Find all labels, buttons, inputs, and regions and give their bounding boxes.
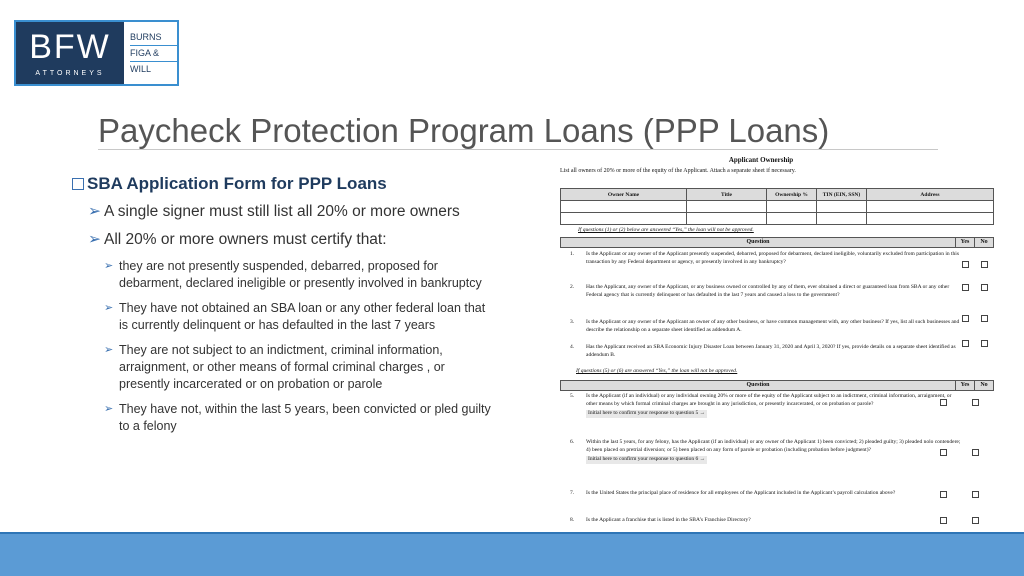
question-text: Within the last 5 years, for any felony, has the Applicant (if an individual) or any owner of the Applicant 1) been convicted; 2) pleaded guilty; 3) pleaded nolo contendere; 4) been placed on pretrial diversion; or 5) been placed on any form of parole or probation (including probation before judgment)? (586, 439, 961, 453)
question-num: 4. (570, 344, 575, 350)
question-num: 7. (570, 490, 575, 496)
question-row (570, 344, 962, 359)
bullet-item-text: All 20% or more owners must certify that: (104, 231, 387, 248)
question-text-block (586, 393, 962, 418)
question-text: Is the Applicant or any owner of the Applicant an owner of any other business, or have common management with, any other business? If yes, list all such businesses and describe the relationship on a separate sheet identified as addendum A. (586, 319, 960, 333)
bullet-item-text: A single signer must still list all 20% or more owners (104, 203, 460, 220)
table-row (561, 213, 994, 225)
no-checkbox[interactable] (972, 449, 979, 456)
question-num: 6. (570, 439, 575, 445)
yes-checkbox[interactable] (940, 517, 947, 524)
checkbox-bullet-icon (72, 178, 84, 190)
logo-mark: BFW (29, 27, 111, 66)
question-text: Is the United States the principal place of residence for all employees of the Applicant included in the Applicant’s payroll calculation above? (586, 490, 896, 496)
bullet-item (88, 229, 492, 250)
no-checkbox[interactable] (972, 399, 979, 406)
footer-band (0, 534, 1024, 576)
question-row (570, 393, 962, 418)
no-label: No (974, 381, 993, 390)
question-row (570, 284, 962, 299)
yes-checkbox[interactable] (962, 340, 969, 347)
yes-checkbox[interactable] (940, 399, 947, 406)
sba-form-excerpt (524, 150, 998, 562)
no-checkbox[interactable] (981, 340, 988, 347)
question-row (570, 439, 962, 464)
firm-logo (14, 20, 179, 86)
arrow-bullet-icon: ➢ (104, 302, 114, 314)
col-address: Address (867, 189, 994, 201)
question-text: Is the Applicant a franchise that is listed in the SBA’s Franchise Directory? (586, 517, 751, 523)
arrow-bullet-icon: ➢ (104, 260, 114, 272)
question-label: Question (746, 382, 770, 388)
yes-label: Yes (955, 238, 974, 247)
question-num: 5. (570, 393, 575, 399)
col-tin: TIN (EIN, SSN) (817, 189, 867, 201)
sub-bullet-item (104, 401, 492, 435)
yes-checkbox[interactable] (962, 284, 969, 291)
question-header-2 (560, 380, 994, 391)
form-header: Applicant Ownership (728, 156, 794, 164)
table-row (561, 201, 994, 213)
question-num: 1. (570, 251, 575, 257)
no-label: No (974, 238, 993, 247)
yes-checkbox[interactable] (940, 491, 947, 498)
question-row (570, 517, 962, 525)
ownership-table (560, 188, 994, 225)
question-row (570, 319, 962, 334)
question-num: 3. (570, 319, 575, 325)
logo-name-3: WILL (130, 63, 152, 74)
logo-name-1: BURNS (130, 30, 177, 46)
no-checkbox[interactable] (981, 261, 988, 268)
yes-checkbox[interactable] (962, 261, 969, 268)
slide-title: Paycheck Protection Program Loans (PPP Loans) (98, 112, 830, 149)
sub-bullet-item (104, 258, 492, 292)
sub-bullet-item (104, 300, 492, 334)
arrow-bullet-icon: ➢ (104, 403, 114, 415)
question-header-1 (560, 237, 994, 248)
question-num: 8. (570, 517, 575, 523)
bullet-heading (72, 174, 492, 194)
question-text: Is the Applicant or any owner of the Applicant presently suspended, debarred, proposed for debarment, declared ineligible, voluntarily excluded from participation in this transaction by any Federal department or agency, or presently involved in any bankruptcy? (586, 251, 959, 265)
sub-bullet-item (104, 342, 492, 393)
question-text: Has the Applicant, any owner of the Applicant, or any business owned or controlled by any of them, ever obtained a direct or guaranteed loan from SBA or any other Federal agency that is currently delinquent or has defaulted in the last 7 years and caused a loss to the government? (586, 284, 950, 298)
col-title: Title (687, 189, 767, 201)
no-checkbox[interactable] (981, 315, 988, 322)
logo-name-2: FIGA & (130, 46, 177, 62)
logo-mark-panel (16, 22, 124, 84)
question-text: Has the Applicant received an SBA Economic Injury Disaster Loan between January 31, 2020 and April 3, 2020? If yes, provide details on a separate sheet identified as addendum B. (586, 344, 956, 358)
initial-prompt[interactable]: Initial here to confirm your response to question 5 → (588, 410, 706, 416)
initial-prompt[interactable]: Initial here to confirm your response to question 6 → (588, 456, 706, 462)
yes-label: Yes (955, 381, 974, 390)
form-note-2: If questions (5) or (6) are answered “Yes,” the loan will not be approved. (576, 368, 738, 374)
question-text: Is the Applicant (if an individual) or any individual owning 20% or more of the equity of the Applicant subject to an indictment, criminal information, arraignment, or other means by which formal criminal charges are brought in any jurisdiction, or presently incarcerated, or on probation or parole? (586, 393, 952, 407)
no-checkbox[interactable] (981, 284, 988, 291)
question-label: Question (746, 239, 770, 245)
bullet-item (88, 201, 492, 222)
sub-bullet-text: they are not presently suspended, debarred, proposed for debarment, declared ineligible or presently involved in bankruptcy (119, 259, 482, 290)
logo-subtitle: ATTORNEYS (35, 69, 105, 77)
form-subheader: List all owners of 20% or more of the equity of the Applicant. Attach a separate sheet if necessary. (560, 168, 796, 174)
sub-bullet-text: They are not subject to an indictment, criminal information, arraignment, or other means of formal criminal charges , or presently incarcerated or on probation or parole (119, 343, 445, 391)
question-num: 2. (570, 284, 575, 290)
arrow-bullet-icon: ➢ (104, 344, 114, 356)
arrow-bullet-icon: ➢ (88, 231, 101, 248)
yes-checkbox[interactable] (962, 315, 969, 322)
sub-bullet-text: They have not obtained an SBA loan or any other federal loan that is currently delinquent or has defaulted in the last 7 years (119, 301, 486, 332)
col-owner-name: Owner Name (561, 189, 687, 201)
arrow-bullet-icon: ➢ (88, 203, 101, 220)
sub-bullet-text: They have not, within the last 5 years, been convicted or pled guilty to a felony (119, 402, 491, 433)
col-ownership: Ownership % (767, 189, 817, 201)
bullet-list (72, 174, 492, 435)
no-checkbox[interactable] (972, 517, 979, 524)
logo-names (124, 22, 177, 84)
question-row (570, 490, 962, 498)
question-text-block (586, 439, 962, 464)
form-note-1: If questions (1) or (2) below are answered “Yes,” the loan will not be approved. (578, 227, 754, 233)
bullet-heading-text: SBA Application Form for PPP Loans (87, 174, 387, 193)
no-checkbox[interactable] (972, 491, 979, 498)
question-row (570, 251, 962, 266)
yes-checkbox[interactable] (940, 449, 947, 456)
